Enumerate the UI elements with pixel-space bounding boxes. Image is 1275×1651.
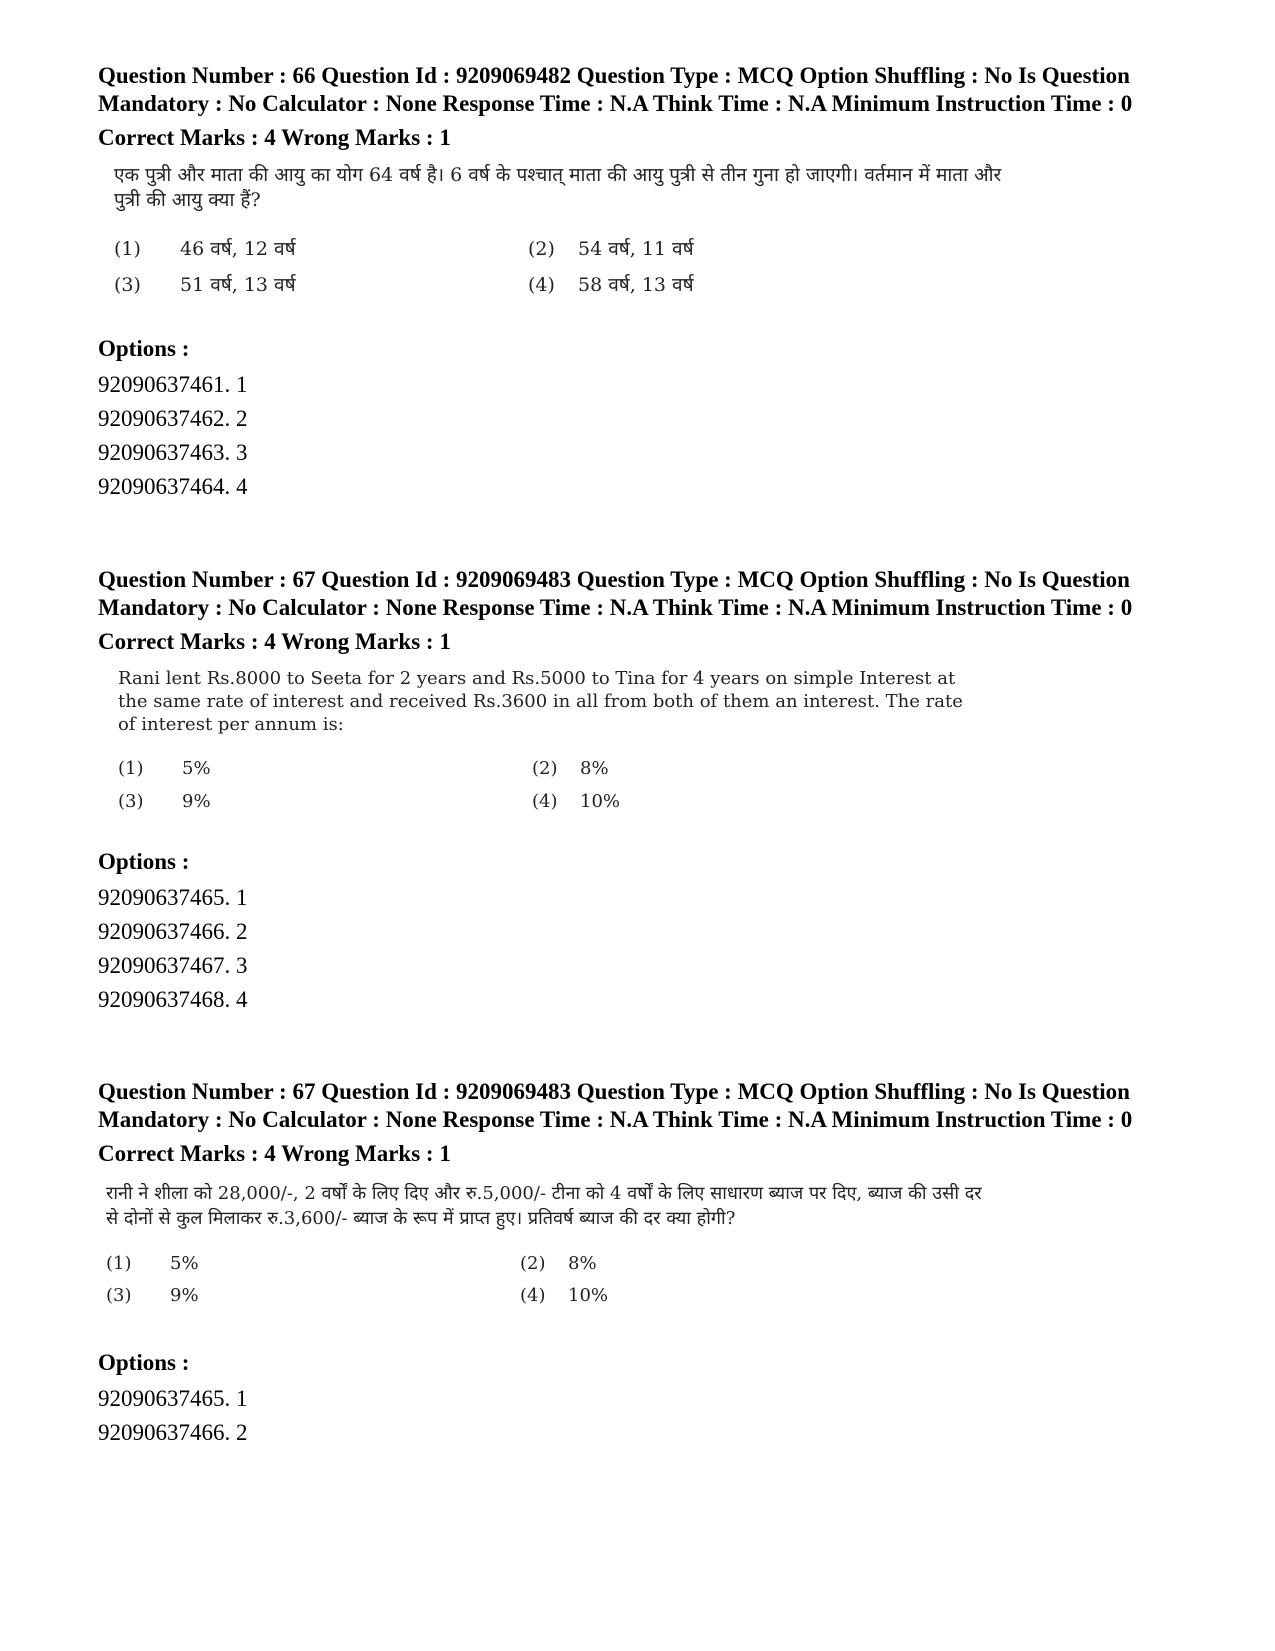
choice-number: (2) (528, 238, 555, 260)
choice-number: (2) (520, 1253, 546, 1274)
choice-text: 54 वर्ष, 11 वर्ष (578, 238, 694, 260)
question-content (98, 667, 978, 824)
choice-number: (3) (114, 274, 141, 296)
choice-number: (4) (528, 274, 555, 296)
answer-choice-2 (520, 1253, 597, 1274)
answer-choice-3 (118, 791, 211, 812)
question-block-67-hindi (98, 1078, 1178, 1450)
choice-text: 46 वर्ष, 12 वर्ष (180, 238, 296, 260)
option-line: 92090637463. 3 (98, 440, 248, 465)
choice-number: (2) (532, 758, 558, 779)
answer-choice-4 (528, 271, 694, 297)
question-marks: Correct Marks : 4 Wrong Marks : 1 (98, 629, 451, 654)
options-list (98, 881, 1178, 1017)
choice-text: 8% (568, 1253, 597, 1274)
answer-choices (118, 758, 978, 824)
answer-choice-1 (106, 1253, 199, 1274)
question-marks: Correct Marks : 4 Wrong Marks : 1 (98, 125, 451, 150)
answer-choice-2 (528, 235, 694, 261)
options-title: Options : (98, 336, 190, 361)
question-header: Question Number : 67 Question Id : 9209069483 Question Type : MCQ Option Shuffling : No Is Question Mandatory : No Calculator : None Response Time : N.A Think Time : N.A Minimum Instruction Time : 0 (98, 567, 1133, 620)
answer-choice-4 (520, 1285, 608, 1306)
choice-text: 5% (182, 758, 211, 779)
choice-text: 10% (568, 1285, 609, 1306)
choice-number: (1) (118, 758, 144, 779)
question-text: रानी ने शीला को 28,000/-, 2 वर्षों के लिए दिए और रु.5,000/- टीना को 4 वर्षों के लिए साधारण ब्याज पर दिए, ब्याज की उसी दर से दोनों से कुल मिलाकर रु.3,600/- ब्याज के रूप में प्राप्त हुए। प्रतिवर्ष ब्याज की दर क्या होगी? (106, 1183, 982, 1229)
question-block-67 (98, 566, 1178, 1078)
answer-choice-1 (118, 758, 211, 779)
question-header: Question Number : 66 Question Id : 9209069482 Question Type : MCQ Option Shuffling : No Is Question Mandatory : No Calculator : None Response Time : N.A Think Time : N.A Minimum Instruction Time : 0 (98, 63, 1133, 116)
option-line: 92090637465. 1 (98, 1386, 248, 1411)
answer-choices (106, 1253, 986, 1317)
choice-text: 8% (580, 758, 609, 779)
option-line: 92090637468. 4 (98, 987, 248, 1012)
choice-number: (1) (106, 1253, 132, 1274)
option-line: 92090637462. 2 (98, 406, 248, 431)
answer-choice-3 (106, 1285, 199, 1306)
question-header: Question Number : 67 Question Id : 9209069483 Question Type : MCQ Option Shuffling : No Is Question Mandatory : No Calculator : None Response Time : N.A Think Time : N.A Minimum Instruction Time : 0 (98, 1079, 1133, 1132)
question-content (98, 163, 1014, 307)
choice-number: (3) (106, 1285, 132, 1306)
question-marks: Correct Marks : 4 Wrong Marks : 1 (98, 1141, 451, 1166)
choice-text: 9% (170, 1285, 199, 1306)
options-title: Options : (98, 849, 190, 874)
option-line: 92090637464. 4 (98, 474, 248, 499)
choice-text: 10% (580, 791, 621, 812)
answer-choices (114, 235, 1014, 307)
option-line: 92090637466. 2 (98, 919, 248, 944)
question-block-66 (98, 62, 1178, 566)
choice-text: 58 वर्ष, 13 वर्ष (578, 274, 694, 296)
answer-choice-4 (532, 791, 620, 812)
choice-number: (4) (532, 791, 558, 812)
choice-text: 9% (182, 791, 211, 812)
choice-number: (1) (114, 238, 141, 260)
choice-text: 5% (170, 1253, 199, 1274)
option-line: 92090637461. 1 (98, 372, 248, 397)
question-text: Rani lent Rs.8000 to Seeta for 2 years and Rs.5000 to Tina for 4 years on simple Interest at the same rate of interest and received Rs.3600 in all from both of them an interest. The rate of interest per annum is: (118, 668, 963, 735)
document-page (98, 62, 1178, 1450)
question-text: एक पुत्री और माता की आयु का योग 64 वर्ष है। 6 वर्ष के पश्चात् माता की आयु पुत्री से तीन गुना हो जाएगी। वर्तमान में माता और पुत्री की आयु क्या हैं? (114, 164, 1002, 211)
choice-number: (3) (118, 791, 144, 812)
choice-number: (4) (520, 1285, 546, 1306)
answer-choice-1 (114, 235, 296, 261)
choice-text: 51 वर्ष, 13 वर्ष (180, 274, 296, 296)
question-content (98, 1181, 986, 1317)
option-line: 92090637465. 1 (98, 885, 248, 910)
answer-choice-2 (532, 758, 609, 779)
option-line: 92090637467. 3 (98, 953, 248, 978)
answer-choice-3 (114, 271, 296, 297)
options-list (98, 1382, 1178, 1450)
options-list (98, 368, 1178, 504)
option-line: 92090637466. 2 (98, 1420, 248, 1445)
options-title: Options : (98, 1350, 190, 1375)
